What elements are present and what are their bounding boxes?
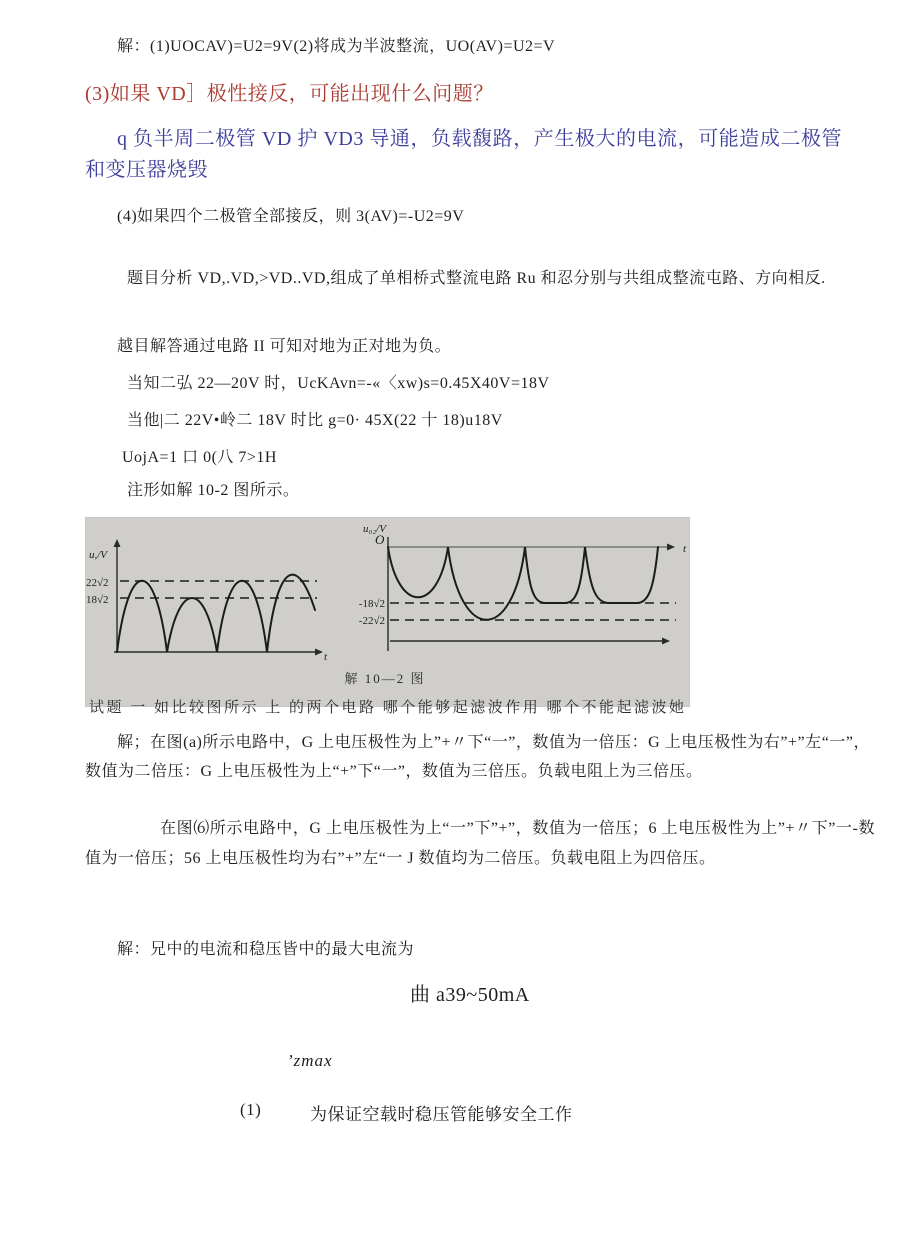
- calc-line-3: UojA=1 口 0(八 7>1H: [122, 449, 277, 466]
- calc-line-1: 当知二弘 22—20V 时，UcKAvn=-«〈xw)s=0.45X40V=18V: [127, 375, 550, 392]
- solution-paragraph-a: 解；在图(a)所示电路中，G 上电压极性为上”+〃下“一”，数值为一倍压：G 上电压极性为右”+”左“一”，数值为二倍压：G 上电压极性为上“+”下“一”，数值为三倍压。负载电阻上为三倍压。: [85, 734, 870, 780]
- right-yaxis-label: u₀₂/V: [363, 523, 386, 535]
- left-yaxis-arrow-icon: [114, 539, 121, 547]
- zmax-subscript-fragment: ’zmax: [287, 1051, 333, 1070]
- right-waveform-curve: [388, 547, 658, 620]
- question-4-line: (4)如果四个二极管全部接反，则 3(AV)=-U2=9V: [117, 208, 465, 225]
- left-gridline-label-upper: 22√2: [86, 577, 109, 589]
- solution-line-1: 解：(1)UOCAV)=U2=9V(2)将成为半波整流，UO(AV)=U2=V: [117, 38, 556, 55]
- right-bottom-arrow-icon: [662, 638, 670, 645]
- left-xaxis-label: t: [324, 651, 328, 663]
- right-xaxis-arrow-icon: [667, 544, 675, 551]
- left-xaxis-arrow-icon: [315, 649, 323, 656]
- answer-intro-line: 越目解答通过电路 II 可知对地为正对地为负。: [117, 338, 452, 355]
- left-yaxis-label: u,/V: [89, 549, 108, 561]
- solution-paragraph-b: 在图⑹所示电路中，G 上电压极性为上“一”下”+”，数值为一倍压；6 上电压极性为上”+〃下”一-数值为一倍压；56 上电压极性均为右”+”左“一 J 数值均为二倍压。负载电阻上为四倍压。: [85, 820, 875, 867]
- solution-line-2: 解：兄中的电流和稳压皆中的最大电流为: [117, 941, 415, 958]
- problem-analysis-paragraph: 题目分析 VD,.VD,>VD..VD,组成了单相桥式整流电路 Ru 和忍分别与共组成整流屯路、方向相反.: [127, 270, 826, 287]
- right-xaxis-label: t: [683, 543, 687, 555]
- waveform-figure: [85, 517, 690, 716]
- figure-caption: 解 10—2 图: [344, 671, 426, 686]
- item-1-number: (1): [240, 1100, 262, 1119]
- question-3-answer: q 负半周二极管 VD 护 VD3 导通，负载馥路，产生极大的电流，可能造成二极管和变压器烧毁: [85, 128, 842, 181]
- right-plot: [359, 523, 687, 651]
- item-1-text: 为保证空载时稳压管能够安全工作: [310, 1105, 573, 1124]
- calc-line-2: 当他|二 22V•岭二 18V 时比 g=0· 45X(22 十 18)u18V: [127, 412, 503, 429]
- right-gridline-label-upper: -18√2: [358, 598, 385, 610]
- left-plot: [86, 539, 328, 663]
- question-3-heading: (3)如果 VD］极性接反，可能出现什么问题？: [85, 83, 494, 105]
- right-gridline-label-lower: -22√2: [358, 615, 385, 627]
- figure-cutoff-text: 试题 一 如比较图所示 上 的两个电路 哪个能够起滤波作用 哪个不能起滤波她: [89, 700, 687, 716]
- left-waveform-curve: [117, 575, 315, 652]
- figure-note-line: 注形如解 10-2 图所示。: [127, 482, 300, 499]
- right-origin-label: O: [375, 532, 385, 547]
- current-value-formula: 曲 a39~50mA: [410, 984, 530, 1006]
- left-gridline-label-lower: 18√2: [86, 594, 109, 606]
